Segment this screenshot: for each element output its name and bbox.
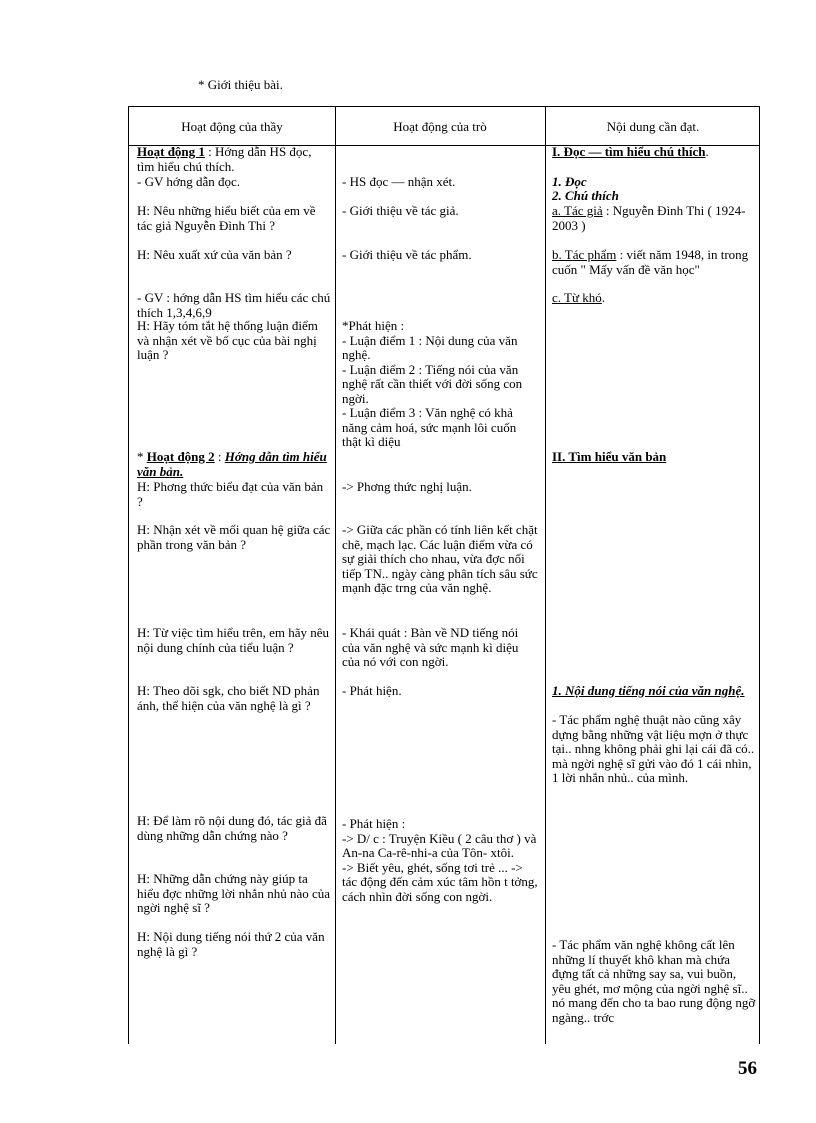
hd2-star: * — [137, 449, 147, 464]
q-author: H: Nêu những hiểu biết của em về tác giả Nguyễn Đình Thi ? — [137, 203, 316, 233]
column-divider — [335, 107, 336, 1044]
content-notes: 2. Chú thích — [552, 188, 619, 203]
hd2-block — [137, 450, 331, 479]
s-discover: *Phát hiện : - Luận điểm 1 : Nội dung của văn nghệ. - Luận điểm 2 : Tiếng nói của văn nghệ rất cần thiết với đời sống con ngời. - Luận điểm 3 : Văn nghệ có khả năng cảm hoá, sức mạnh lôi cuốn thật kì diệu — [342, 318, 523, 449]
author-label: a. Tác giả — [552, 203, 603, 218]
hd1-title: Hoạt động 1 — [137, 144, 205, 159]
s-general: - Khái quát : Bàn về ND tiếng nói của văn nghệ và sức mạnh kì diệu của nó với con ngời. — [342, 625, 519, 669]
hd2-title: Hoạt động 2 — [146, 449, 215, 464]
s1-dot: . — [705, 144, 709, 159]
header-student: Hoạt động của trò — [393, 119, 487, 134]
s1-title: I. Đọc — tìm hiểu chú thích — [552, 144, 706, 159]
p1-body: - Tác phẩm nghệ thuật nào cũng xây dựng bằng những vật liệu mợn ở thực tại.. nhng không phải ghi lại cái đã có.. mà ngời nghệ sĩ gửi vào đó 1 cái nhìn, 1 lời nhắn nhủ.. của mình. — [552, 712, 755, 785]
work-block — [552, 248, 758, 277]
s-relation: -> Giữa các phần có tính liên kết chặt chẽ, mạch lạc. Các luận điểm vừa có sự giải thích cho nhau, vừa đợc nối tiếp TN.. ngày càng phân tích sâu sức mạnh đặc trng của văn nghệ. — [342, 522, 538, 595]
words-dot: . — [601, 290, 606, 305]
q-method: H: Phơng thức biểu đạt của văn bản ? — [137, 479, 324, 509]
author-rest: : Nguyễn Đình Thi ( 1924- 2003 ) — [552, 203, 746, 233]
q-relation: H: Nhận xét về mối quan hệ giữa các phần trong văn bản ? — [137, 522, 331, 552]
intro-text: * Giới thiệu bài. — [198, 77, 283, 92]
s-work: - Giới thiệu về tác phẩm. — [342, 247, 472, 262]
s2-title: II. Tìm hiểu văn bản — [552, 449, 667, 464]
words-label: c. Từ khó — [552, 290, 602, 305]
header-teacher: Hoạt động của thầy — [181, 119, 283, 134]
column-divider — [545, 107, 546, 1044]
work-label: b. Tác phẩm — [552, 247, 617, 262]
p2-body: - Tác phẩm văn nghệ không cất lên những lí thuyết khô khan mà chứa đựng tất cả những say sa, vui buồn, yêu ghét, mơ mộng của ngời nghệ sĩ.. nó mang đến cho ta bao rung động ngỡ ngàng.. trớc — [552, 937, 756, 1025]
page-number: 56 — [738, 1058, 757, 1079]
s1-heading — [552, 145, 758, 160]
header-content: Nội dung cần đạt. — [606, 119, 700, 134]
hd2-rest: Hớng dẫn tìm hiểu văn bản. — [137, 449, 327, 479]
q-second: H: Nội dung tiếng nói thứ 2 của văn nghệ là gì ? — [137, 929, 325, 959]
words-block — [552, 291, 758, 306]
q-origin: H: Nêu xuất xứ của văn bản ? — [137, 247, 292, 262]
gv-read: - GV hớng dẫn đọc. — [137, 174, 241, 189]
gv-notes: - GV : hớng dẫn HS tìm hiểu các chú thích 1,3,4,6,9 — [137, 290, 331, 320]
q-evidence: H: Để làm rõ nội dung đó, tác giả đã dùng những dẫn chứng nào ? — [137, 813, 327, 843]
s-author: - Giới thiệu về tác giả. — [342, 203, 459, 218]
s-method: -> Phơng thức nghị luận. — [342, 479, 472, 494]
q-reflect: H: Theo dõi sgk, cho biết ND phản ánh, thể hiện của văn nghệ là gì ? — [137, 683, 320, 713]
hd2-sep: : — [214, 449, 225, 464]
work-rest: : viết năm 1948, in trong cuốn " Mấy vấn đề văn học" — [552, 247, 749, 277]
hd1-block — [137, 145, 331, 174]
q-summary: H: Hãy tóm tắt hệ thống luận điểm và nhận xét về bố cục của bài nghị luận ? — [137, 318, 318, 362]
q-message: H: Những dẫn chứng này giúp ta hiểu đợc những lời nhắn nhủ nào của ngời nghệ sĩ ? — [137, 871, 331, 915]
q-mainidea: H: Từ việc tìm hiểu trên, em hãy nêu nội dung chính của tiểu luận ? — [137, 625, 330, 655]
lesson-table — [128, 106, 760, 1044]
hd1-rest: : Hớng dẫn HS đọc, tìm hiểu chú thích. — [137, 144, 312, 174]
author-block — [552, 204, 758, 233]
s-found: - Phát hiện. — [342, 683, 402, 698]
s-read: - HS đọc — nhận xét. — [342, 174, 456, 189]
p1-title: 1. Nội dung tiếng nói của văn nghệ. — [552, 683, 745, 698]
s-found2: - Phát hiện : -> D/ c : Truyện Kiều ( 2 câu thơ ) và An-na Ca-rê-nhi-a của Tôn- xtôi. -> Biết yêu, ghét, sống tơi trẻ ... -> tác động đến cảm xúc tâm hồn t tởng, cách nhìn đời sống con ngời. — [342, 816, 538, 904]
content-read: 1. Đọc — [552, 174, 587, 189]
